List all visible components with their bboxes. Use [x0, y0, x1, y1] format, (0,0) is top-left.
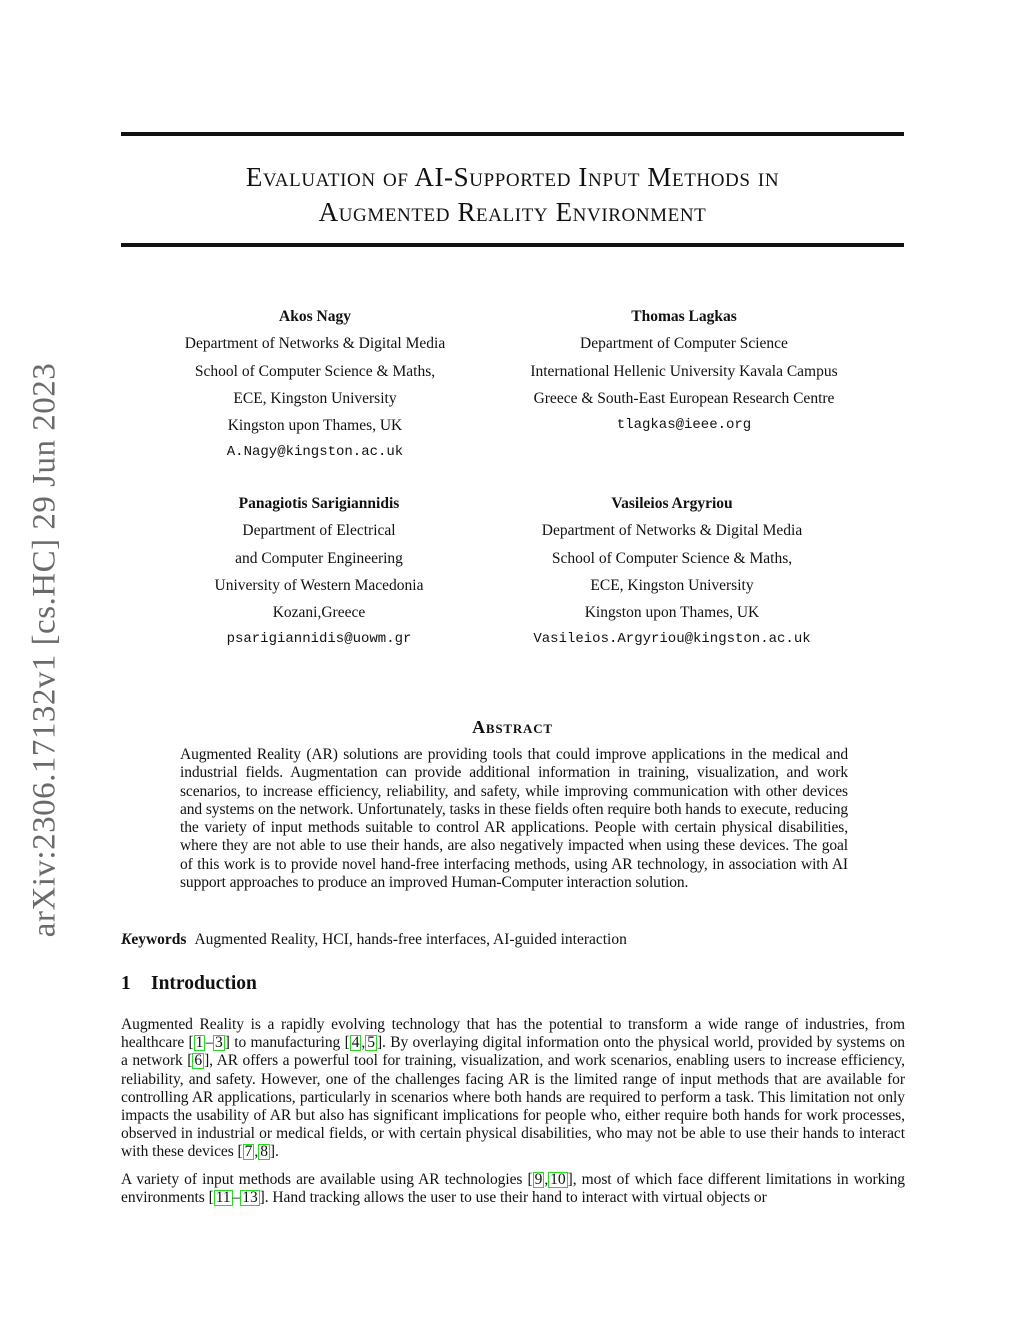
author-affiliation: Department of Networks & Digital Media [541, 522, 803, 540]
citation-link[interactable]: 8 [260, 1143, 268, 1161]
paragraph-text: ], AR offers a powerful tool for training, visualization, and work scenarios, enabling users to increase efficiency, reliability, and safety. However, one of the challenges facing AR is the limited range of input methods that are available for controlling AR applications, particularly in scenarios where both hands are required to perform a task. This limitation not only impacts the usability of AR but also has significant implications for people who, either require both hands for work processes, observed in industrial or medical fields, or with certain physical disabilities, who may not be able to use their hands to interact with these devices [ [121, 1052, 905, 1161]
citation-link[interactable]: 11 [215, 1189, 231, 1207]
author-affiliation: Kozani,Greece [272, 604, 366, 622]
author-affiliation: International Hellenic University Kavala Campus [530, 362, 838, 380]
author-affiliation: Department of Electrical [242, 522, 396, 540]
citation-link[interactable]: 7 [244, 1143, 253, 1161]
author-name: Akos Nagy [279, 308, 351, 325]
author-block [119, 490, 519, 654]
author-name: Vasileios Argyriou [611, 495, 733, 512]
author-name: Thomas Lagkas [631, 308, 737, 325]
section-title: Introduction [151, 973, 257, 994]
author-affiliation: Department of Networks & Digital Media [184, 335, 446, 353]
abstract-heading: Abstract [472, 717, 553, 737]
paragraph-text: – [205, 1034, 214, 1052]
paragraph-text: , [544, 1171, 549, 1188]
keywords-label-rest: eywords [131, 931, 187, 948]
author-block [115, 303, 515, 467]
citation-link[interactable]: 10 [550, 1171, 566, 1188]
author-affiliation: Department of Computer Science [580, 335, 788, 353]
citation-link[interactable]: 9 [534, 1171, 543, 1188]
paragraph-text: ]. [269, 1143, 279, 1161]
keywords-text: Augmented Reality, HCI, hands-free interfaces, AI-guided interaction [194, 931, 627, 948]
author-affiliation: School of Computer Science & Maths, [194, 362, 436, 380]
author-email: tlagkas@ieee.org [616, 417, 752, 434]
paragraph-text: Augmented Reality is a rapidly evolving technology that has the potential to transform a wide range of industries, from healthcare [ [121, 1016, 905, 1052]
abstract-text: Augmented Reality (AR) solutions are providing tools that could improve applications in the medical and industrial fields. Augmentation can provide additional information in training, visualization, and work scenarios, to increase efficiency, reliability, and safety, while improving communication with other devices and systems on the network. Unfortunately, tasks in these fields often require both hands to execute, reducing the variety of input methods suitable to control AR applications. People with certain physical disabilities, where they are not able to use their hands, are also negatively impacted when using these devices. The goal of this work is to provide novel hand-free interfacing methods, using AR technology, in association with AI support approaches to produce an improved Human-Computer interaction solution. [180, 746, 848, 892]
author-affiliation: ECE, Kingston University [590, 576, 754, 594]
author-block [484, 303, 884, 439]
paragraph-text: – [232, 1189, 241, 1207]
author-email: psarigiannidis@uowm.gr [226, 631, 412, 648]
citation-link[interactable]: 1 [195, 1034, 204, 1052]
paragraph-text: A variety of input methods are available using AR technologies [ [121, 1171, 533, 1188]
title-top-rule [121, 132, 904, 136]
arxiv-identifier-text: arXiv:2306.17132v1 [cs.HC] 29 Jun 2023 [26, 362, 63, 938]
paragraph-text: ], most of which face different limitations in working environments [ [121, 1171, 905, 1207]
author-name: Panagiotis Sarigiannidis [238, 495, 400, 512]
citation-link[interactable]: 13 [242, 1189, 258, 1207]
author-affiliation: and Computer Engineering [235, 549, 403, 567]
author-affiliation: Kingston upon Thames, UK [584, 604, 760, 622]
citation-link[interactable]: 6 [194, 1052, 203, 1070]
paragraph-text: , [361, 1034, 366, 1052]
paper-title-line-2: Augmented Reality Environment [318, 197, 707, 227]
author-affiliation: Greece & South-East European Research Centre [533, 389, 835, 407]
intro-paragraph-2 [121, 1171, 905, 1207]
author-block [472, 490, 872, 654]
author-email: Vasileios.Argyriou@kingston.ac.uk [533, 631, 811, 648]
paragraph-text: ] to manufacturing [ [224, 1034, 350, 1052]
citation-link[interactable]: 3 [215, 1034, 223, 1052]
section-number: 1 [121, 973, 131, 994]
intro-paragraph-1 [121, 1016, 905, 1162]
keywords-label [121, 931, 186, 948]
citation-link[interactable]: 4 [351, 1034, 360, 1052]
author-affiliation: School of Computer Science & Maths, [551, 549, 793, 567]
keywords-label-initial: K [121, 931, 132, 948]
citation-link[interactable]: 5 [367, 1034, 375, 1052]
paragraph-text: ]. Hand tracking allows the user to use their hand to interact with virtual objects or [259, 1189, 767, 1207]
keywords-line [121, 930, 627, 950]
author-affiliation: ECE, Kingston University [233, 389, 397, 407]
paper-title-line-1: Evaluation of AI-Supported Input Methods in [245, 162, 780, 192]
section-heading-introduction [121, 973, 257, 995]
author-affiliation: University of Western Macedonia [214, 576, 424, 594]
author-email: A.Nagy@kingston.ac.uk [226, 444, 404, 461]
title-bottom-rule [121, 243, 904, 247]
paragraph-text: , [254, 1143, 259, 1161]
author-affiliation: Kingston upon Thames, UK [227, 417, 403, 435]
paragraph-text: ]. By overlaying digital information onto the physical world, provided by systems on a network [ [121, 1034, 906, 1070]
